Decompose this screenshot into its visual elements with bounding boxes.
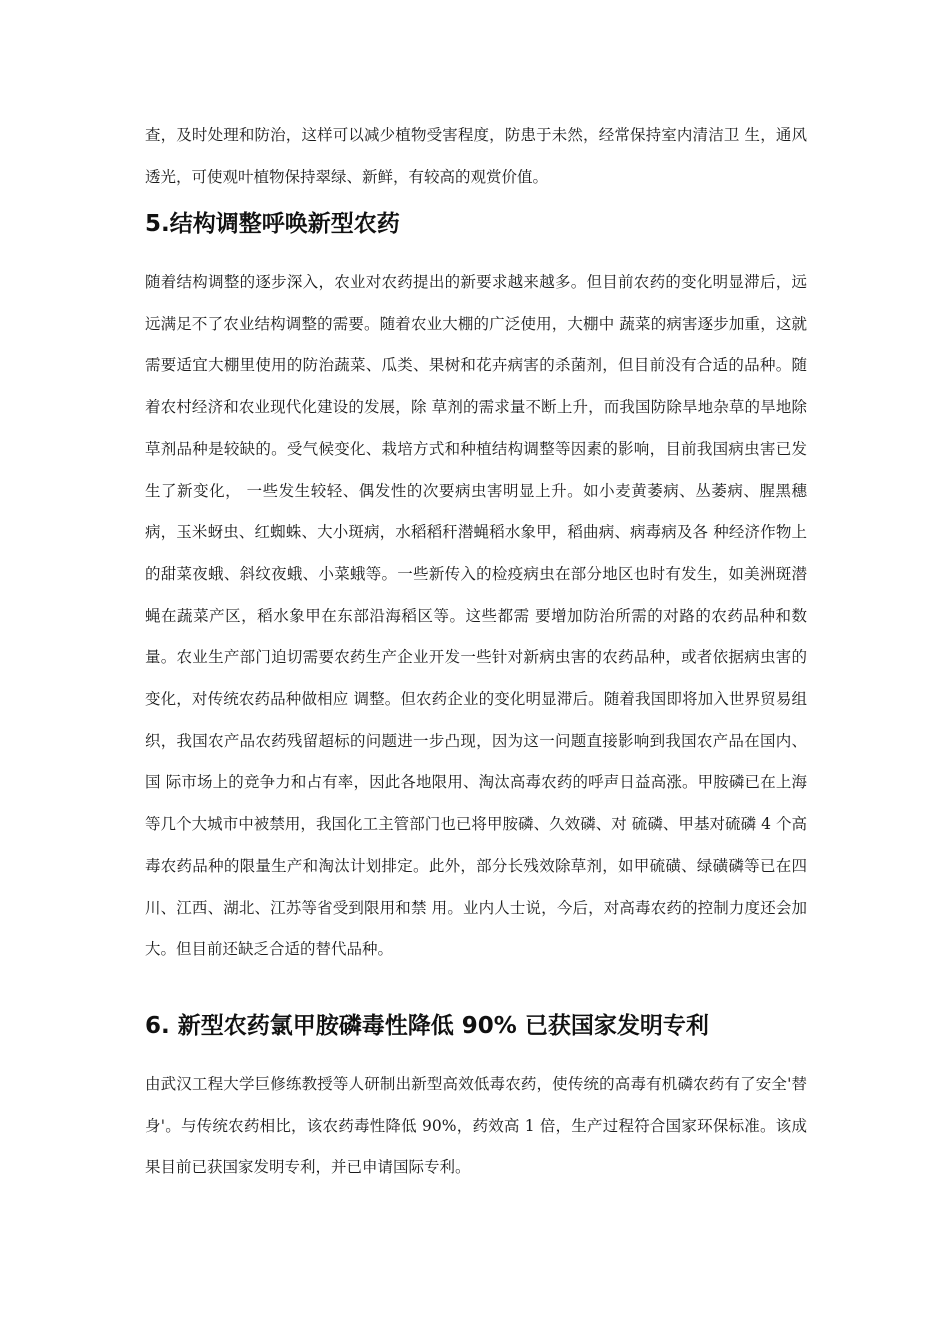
section-6-paragraph: 由武汉工程大学巨修练教授等人研制出新型高效低毒农药，使传统的高毒有机磷农药有了安全'替身'。与传统农药相比，该农药毒性降低 90%，药效高 1 倍，生产过程符合国家环保标准。该成果目前已获国家发明专利，并已申请国际专利。 [145, 1075, 807, 1177]
section-5-heading: 5.结构调整呼唤新型农药 [145, 211, 400, 237]
section-5-paragraph: 随着结构调整的逐步深入，农业对农药提出的新要求越来越多。但目前农药的变化明显滞后，远远满足不了农业结构调整的需要。随着农业大棚的广泛使用，大棚中 蔬菜的病害逐步加重，这就需要适宜大棚里使用的防治蔬菜、瓜类、果树和花卉病害的杀菌剂，但目前没有合适的品种。随着农村经济和农业现代化建设的发展，除 草剂的需求量不断上升，而我国防除旱地杂草的旱地除草剂品种是较缺的。受气候变化、栽培方式和种植结构调整等因素的影响，目前我国病虫害已发生了新变化， 一些发生较轻、偶发性的次要病虫害明显上升。如小麦黄萎病、丛萎病、腥黑穗病，玉米蚜虫、红蜘蛛、大小斑病，水稻稻秆潜蝇稻水象甲，稻曲病、病毒病及各 种经济作物上的甜菜夜蛾、斜纹夜蛾、小菜蛾等。一些新传入的检疫病虫在部分地区也时有发生，如美洲斑潜蝇在蔬菜产区，稻水象甲在东部沿海稻区等。这些都需 要增加防治所需的对路的农药品种和数量。农业生产部门迫切需要农药生产企业开发一些针对新病虫害的农药品种，或者依据病虫害的变化，对传统农药品种做相应 调整。但农药企业的变化明显滞后。随着我国即将加入世界贸易组织，我国农产品农药残留超标的问题进一步凸现，因为这一问题直接影响到我国农产品在国内、国 际市场上的竞争力和占有率，因此各地限用、淘汰高毒农药的呼声日益高涨。甲胺磷已在上海等几个大城市中被禁用，我国化工主管部门也已将甲胺磷、久效磷、对 硫磷、甲基对硫磷 4 个高毒农药品种的限量生产和淘汰计划排定。此外，部分长残效除草剂，如甲硫磺、绿磺磷等已在四川、江西、湖北、江苏等省受到限用和禁 用。业内人士说，今后，对高毒农药的控制力度还会加大。但目前还缺乏合适的替代品种。 [145, 273, 807, 959]
intro-paragraph: 查，及时处理和防治，这样可以减少植物受害程度，防患于未然，经常保持室内清洁卫 生，通风透光，可使观叶植物保持翠绿、新鲜，有较高的观赏价值。 [145, 126, 807, 186]
section-6-heading: 6. 新型农药氯甲胺磷毒性降低 90% 已获国家发明专利 [145, 1013, 709, 1039]
